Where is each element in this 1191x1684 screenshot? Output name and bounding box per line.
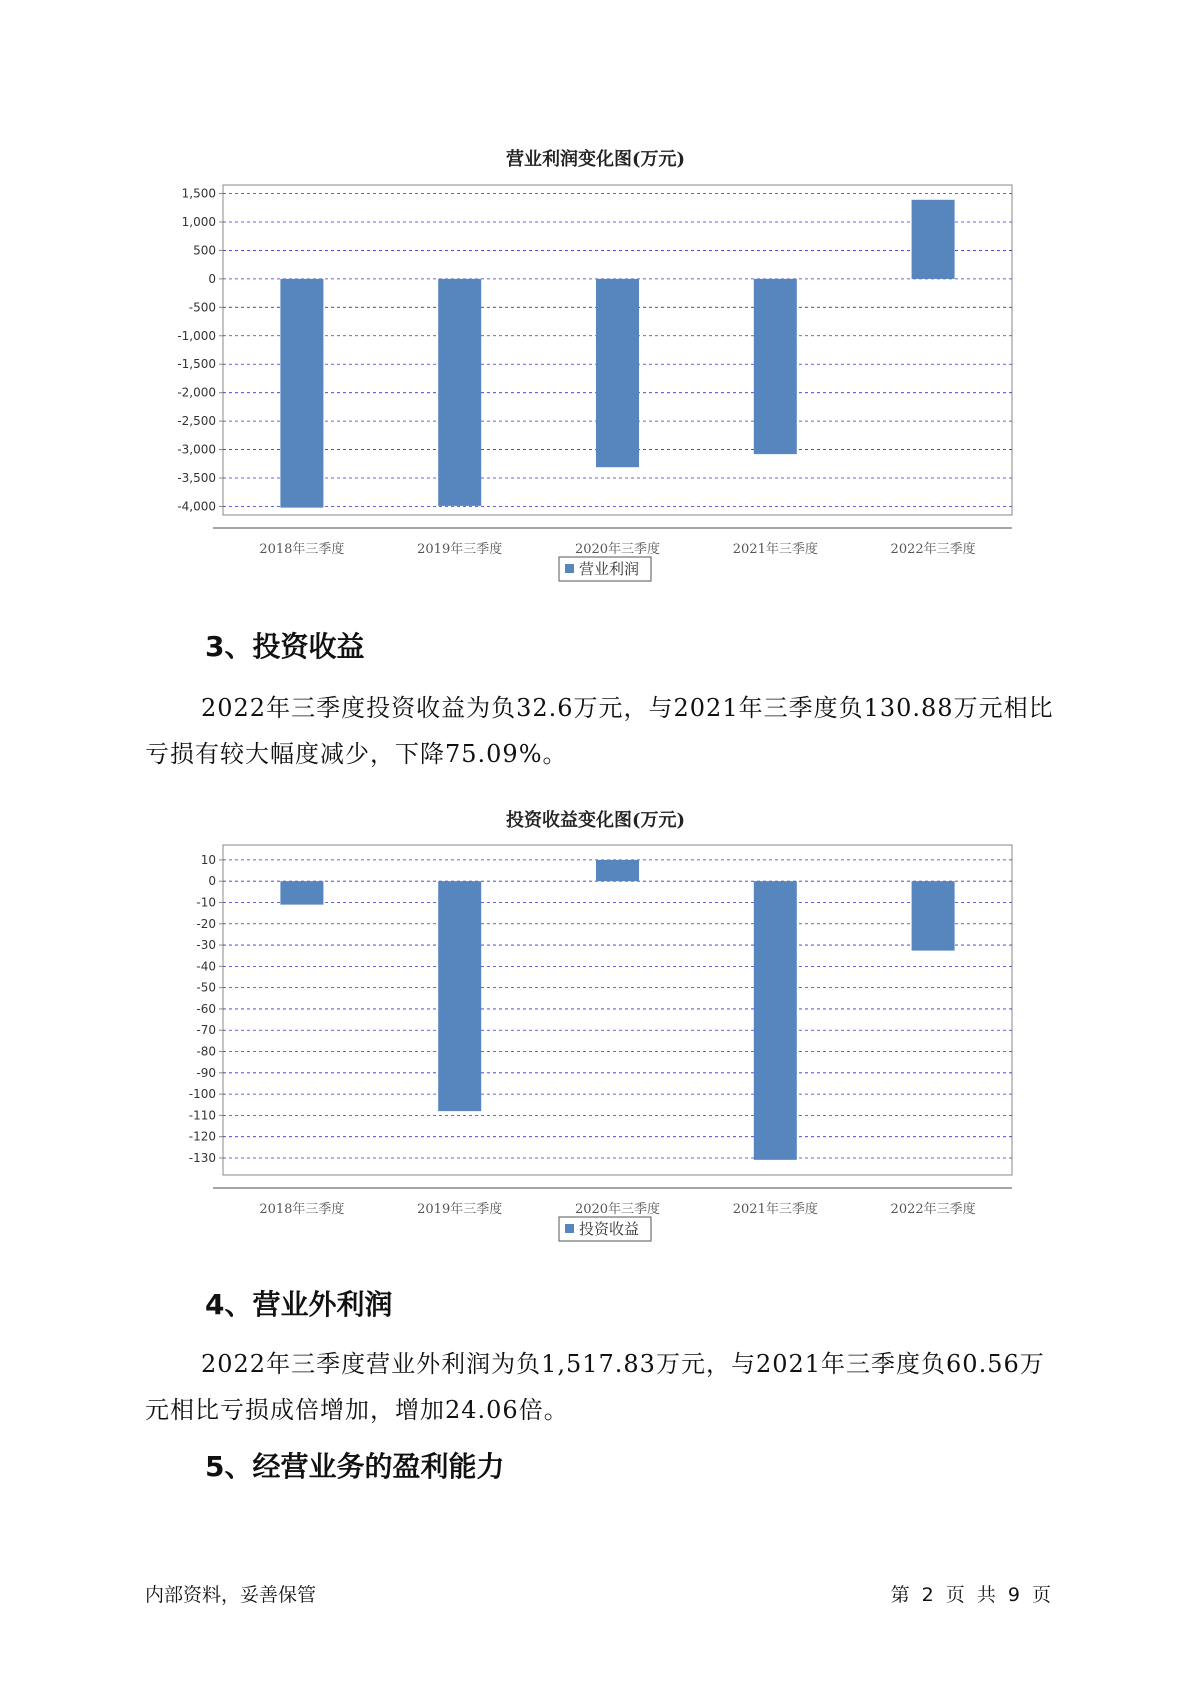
plot-area (223, 845, 1012, 1175)
legend (559, 557, 651, 581)
y-tick-label: 1,500 (181, 186, 216, 201)
y-tick-label: -60 (196, 1001, 216, 1016)
y-tick-label: -10 (196, 895, 216, 910)
bar-2018年三季度 (280, 881, 323, 904)
y-tick-label: -2,500 (177, 414, 216, 429)
bar-2022年三季度 (912, 200, 955, 279)
y-tick-label: 500 (193, 243, 216, 258)
section-4-text: 2022年三季度营业外利润为负1,517.83万元，与2021年三季度负60.56万元相比亏损成倍增加，增加24.06倍。 (145, 1350, 1045, 1424)
y-tick-label: -1,500 (177, 357, 216, 372)
chart1-title: 营业利润变化图(万元) (505, 149, 686, 170)
y-tick-label: -100 (188, 1087, 216, 1102)
x-tick-label: 2020年三季度 (574, 542, 661, 557)
y-tick-label: -500 (188, 300, 216, 315)
section-4-paragraph (145, 1341, 1065, 1433)
y-tick-label: -110 (188, 1108, 216, 1123)
bar-2020年三季度 (596, 860, 639, 881)
section-3-text: 2022年三季度投资收益为负32.6万元，与2021年三季度负130.88万元相比亏损有较大幅度减少，下降75.09%。 (145, 694, 1054, 768)
operating-profit-chart (0, 170, 1191, 590)
bar-2019年三季度 (438, 881, 481, 1111)
y-tick-label: -2,000 (177, 385, 216, 400)
x-tick-label: 2020年三季度 (574, 1202, 661, 1217)
y-tick-label: -120 (188, 1129, 216, 1144)
section-3-paragraph (145, 685, 1065, 777)
y-tick-label: -3,000 (177, 442, 216, 457)
legend-swatch (565, 1224, 574, 1233)
x-tick-label: 2019年三季度 (417, 1202, 503, 1217)
section-3-heading: 3、投资收益 (205, 630, 365, 663)
bar-2020年三季度 (596, 279, 639, 467)
y-tick-label: -4,000 (177, 499, 216, 514)
y-tick-label: -90 (196, 1065, 216, 1080)
y-tick-label: 10 (200, 852, 216, 867)
section-4-heading: 4、营业外利润 (205, 1288, 393, 1321)
y-tick-label: -20 (196, 916, 216, 931)
bar-2022年三季度 (912, 881, 955, 950)
y-tick-label: 0 (208, 271, 216, 286)
bar-2018年三季度 (280, 279, 323, 508)
bar-2019年三季度 (438, 279, 481, 506)
x-tick-label: 2022年三季度 (890, 542, 976, 557)
y-tick-label: 0 (208, 874, 216, 889)
legend (559, 1217, 651, 1241)
investment-income-chart (0, 830, 1191, 1250)
y-tick-label: -40 (196, 959, 216, 974)
footer-confidential-note: 内部资料，妥善保管 (145, 1584, 317, 1606)
legend-label: 投资收益 (579, 1220, 640, 1238)
x-tick-label: 2022年三季度 (890, 1202, 976, 1217)
y-tick-label: -50 (196, 980, 216, 995)
x-tick-label: 2021年三季度 (732, 1202, 818, 1217)
bar-2021年三季度 (754, 279, 797, 454)
x-tick-label: 2018年三季度 (259, 1202, 345, 1217)
legend-swatch (565, 564, 574, 573)
x-tick-label: 2019年三季度 (417, 542, 503, 557)
bar-2021年三季度 (754, 881, 797, 1160)
legend-label: 营业利润 (579, 560, 640, 578)
section-5-heading: 5、经营业务的盈利能力 (205, 1450, 505, 1483)
y-tick-label: 1,000 (181, 214, 216, 229)
y-tick-label: -70 (196, 1023, 216, 1038)
y-tick-label: -1,000 (177, 328, 216, 343)
x-tick-label: 2021年三季度 (732, 542, 818, 557)
y-tick-label: -80 (196, 1044, 216, 1059)
footer-page-number: 第 2 页 共 9 页 (890, 1584, 1051, 1606)
x-tick-label: 2018年三季度 (259, 542, 345, 557)
y-tick-label: -130 (188, 1150, 216, 1165)
y-tick-label: -30 (196, 938, 216, 953)
chart2-title: 投资收益变化图(万元) (505, 810, 686, 831)
y-tick-label: -3,500 (177, 471, 216, 486)
